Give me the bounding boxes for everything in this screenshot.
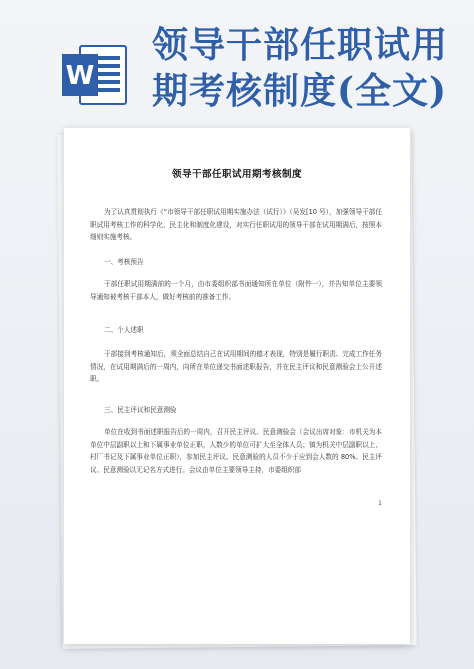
page-title (152, 22, 452, 114)
page-number: 1 (378, 500, 382, 507)
section-3-heading: 三、民主评议和民意测验 (104, 406, 177, 414)
document-page (64, 128, 410, 644)
section-3-body: 单位在收到书面述职报告后的一周内，召开民主评议、民意测验会（会议出席对象：市机关为本单位中层副职以上和下属事业单位正职，人数少的单位可扩大至全体人员；镇为机关中层副职以上、村厂书记及下属事业单位正职），参加民主评议、民意测验的人员不少于应到会人数的 80%。民主评议、民意测验以无记名方式进行。会议由单位主要领导主持，市委组织部 (90, 428, 382, 474)
svg-text:W: W (65, 61, 95, 91)
intro-paragraph: 为了认真贯彻执行《“市领导干部任职试用期实施办法（试行）》（吴发[10 号），加强领导干部任职试用考核工作的科学化、民主化和制度化建设，对实行任职试用的领导干部在试用期满后，按照本细则实施考核。 (90, 208, 382, 241)
document-title: 领导干部任职试用期考核制度 (171, 169, 302, 180)
title-line-1: 领导干部任职试用 (152, 24, 449, 66)
section-2-body: 干部接到考核通知后，须全面总结自己在试用期间的德才表现，特别是履行职责、完成工作任务情况，在试用期满后的一周内，向所在单位递交书面述职报告，并在民主评议和民意测验会上公开述职。 (90, 350, 382, 383)
section-2-heading: 二、个人述职 (104, 326, 144, 334)
section-1-body: 干部任职试用期满前的一个月，由市委组织部书面通知所在单位（附件一），并告知单位主要领导通知被考核干部本人，做好考核前的准备工作。 (90, 280, 382, 301)
word-document-icon (62, 44, 128, 106)
section-1-heading: 一、考核预告 (104, 258, 144, 266)
title-line-2: 期考核制度(全文) (152, 70, 448, 112)
